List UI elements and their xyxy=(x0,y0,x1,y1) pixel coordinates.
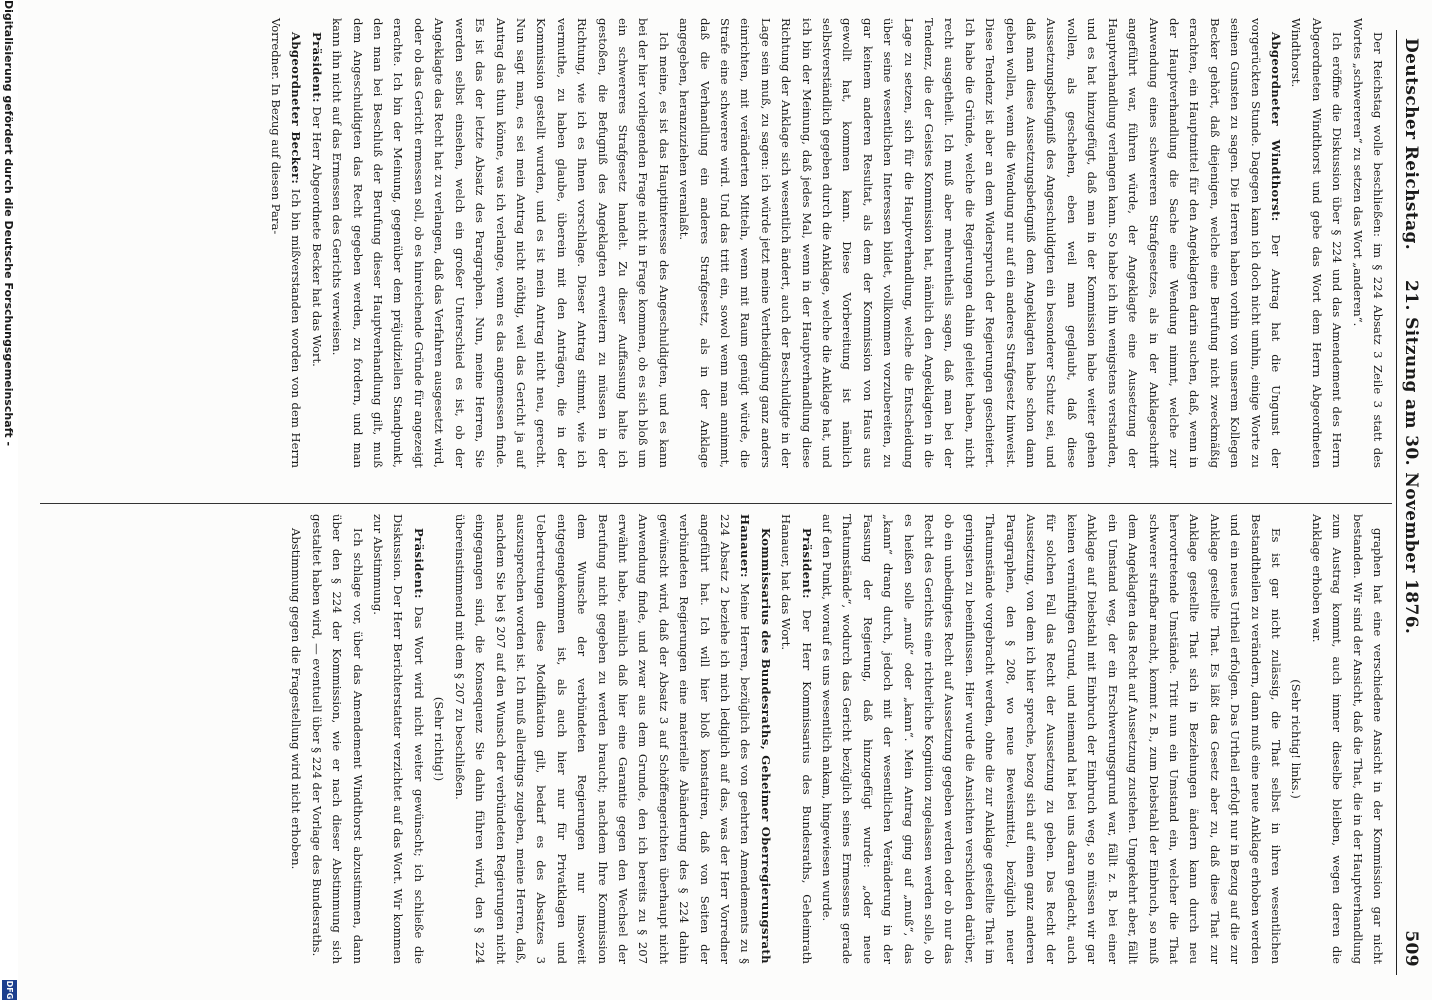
paragraph-text: Der Herr Kommissarius des Bundesraths, Geheimrath Hanauer, hat das Wort. xyxy=(779,514,814,964)
paragraph xyxy=(449,514,776,964)
paragraph xyxy=(368,514,429,964)
paragraph-text: Es ist gar nicht zulässig, die That selbst in ihren wesentlichen Bestandtheilen zu verändern, dann muß eine neue Anklage erhoben werden und ein neues Urtheil erfolgen. Das Urtheil erfolgt nur in Bezug auf die zur Anklage gestellte That. Es läßt das Gesetz aber zu, daß diese That zur Anklage gestellte That sich in Beziehungen ändern kann durch neu hervortretende Umstände. Tritt nun ein Umstand ein, welcher die That schwerer strafbar macht, kommt z. B., zum Diebstahl der Einbruch, so muß dem Angeklagten das Recht auf Aussetzung zustehen. Umgekehrt aber, fällt ein Umstand weg, der ein Erschwerungsgrund war, fällt z. B. bei einer Anklage auf Diebstahl mit Einbruch der Einbruch weg, so müssen wir gar keinen vernünftigen Grund, und niemand hat bei uns daran gedacht, auch für solchen Fall das Recht der Aussetzung zu geben. Das Recht der Aussetzung, von dem ich hier spreche, bezog sich auf einen ganz anderen Paragraphen, den § 208, wo neue Beweismittel, bezüglich neuer Thatumstände vorgebracht werden, ohne die zur Anklage gestellte That im geringsten zu beeinflussen. Hier wurde die Ansichten verschieden darüber, ob ein unbedingtes Recht auf Aussetzung gegeben werden oder ob nur das Recht des Gerichts eine richterliche Kognition zugelassen werden solle, ob es heißen solle „muß“ oder „kann“. Mein Antrag ging auf „muß“, das „kann“ drang durch, jedoch mit der wesentlichen Veränderung in der Fassung der Regierung, daß hinzugefügt wurde: „oder neue Thatumstände“, wodurch das Gericht bezüglich seines Ermessens gerade auf den Punkt, worauf es uns wesentlich ankam, hingewiesen wurde. xyxy=(820,514,1283,964)
paragraph-text: Der Herr Abgeordnete Becker hat das Wort. xyxy=(309,106,324,367)
speaker-name: Präsident: xyxy=(411,528,426,599)
paragraph-text: Abstimmung gegen die Fragestellung wird nicht erhoben. xyxy=(289,528,304,870)
paragraph xyxy=(674,18,1286,468)
paragraph-text: Ich meine, es ist das Hauptinteresse des Angeschuldigten, und es kann bei der hier vorliegenden Frage nicht in Frage kommen, ob es sich bloß um ein schwereres Strafgesetz handelt. Zu dieser Auffassung halte ich gestoßen, die Befugniß des Angeklagten erweitern zu müssen in der Richtung, wie ich es Ihnen vorschlage. Dieser Antrag stimmt, wie ich vermuthe, zu haben glaube, überein mit den Anträgen, die in der Kommission gestellt wurden, und es ist mein Antrag nicht neu, gerecht. Nun sagt man, es sei mein Antrag nicht nöthig, weil das Gericht ja auf Antrag das thun könne, was ich verlange, wenn es das angemessen finde. Es ist das der letzte Absatz des Paragraphen. Nun, meine Herren, Sie werden selbst einsehen, welch ein großer Unterschied es ist, ob der Angeklagte das Recht hat zu verlangen, daß das Verfahren ausgesetzt wird, oder ob das Gericht ermessen soll, ob es hinreichende Gründe für angezeigt erachte. Ich bin der Meinung, gegenüber dem präjudiziellen Standpunkt, den man bei Beschluß der Berufung dieser Hauptverhandlung gilt, muß dem Angeschuldigten das Recht gegeben werden, zu fordern, und man kann ihn nicht auf das Ermessen des Gerichts verweisen. xyxy=(330,18,671,468)
paragraph-text: Meine Herren, bezüglich des von geehrten Amendements zu § 224 Absatz 2 beziehe ich mich lediglich auf das, was der Herr Vorredner angeführt hat. Ich will hier bloß konstatiren, daß von Seiten der verbündeten Regierungen eine materielle Abänderung des § 224 dahin gewünscht wird, daß der Absatz 3 auf Schöffengerichten überhaupt nicht Anwendung finde, und zwar aus dem Grunde, den ich bereits zu § 207 erwähnt habe, nämlich daß hier eine Garantie gegen den Wechsel der Berufung nicht gegeben zu werden braucht; nachdem Ihre Kommission dem Wunsche der verbündeten Regierungen nur insoweit entgegengekommen ist, als auch hier nur für Privatklagen und Uebertretungen diese Modifikation gilt, bedarf es des Absatzes 3 auszusprechen worden ist. Ich muß allerdings zugeben, meine Herren, daß, nachdem Sie bei § 207 auf den Wunsch der verbündeten Regierungen nicht eingegangen sind, die Konsequenz Sie dahin führen wird, den § 224 übereinstimmend mit dem § 207 zu beschließen. xyxy=(452,514,753,965)
paragraph-text: graphen hat eine verschiedene Ansicht in der Kommission gar nicht bestanden. Wir sind der Ansicht, daß die That, die in der Hauptverhandlung zum Austrag kommt, auch immer dieselbe bleiben, wegen deren die Anklage erhoben war. xyxy=(1309,514,1385,964)
speaker-name: Präsident: xyxy=(799,528,814,599)
paragraph-text: Das Wort wird nicht weiter gewünscht; ich schließe die Diskussion. Der Herr Berichterstatter verzichtet auf das Wort. Wir kommen zur Abstimmung. xyxy=(371,514,426,964)
speaker-name: Abgeordneter Becker: xyxy=(289,32,304,185)
paragraph xyxy=(817,514,1286,964)
page-number: 509 xyxy=(1401,930,1421,967)
paragraph xyxy=(306,514,367,964)
paragraph xyxy=(429,514,449,964)
paragraph-text: (Sehr richtig! links.) xyxy=(1289,679,1304,799)
paragraph-text: Der Antrag hat die Ungunst der vorgerückten Stunde. Dagegen kann ich doch nicht umhin, einige Worte zu seinen Gunsten zu sagen. Die Herren haben vorhin von unserem Kollegen Becker gehört, daß diejenigen, welche eine Berufung nicht zweckmäßig erachten, ein Hauptmittel für den Angeklagten darin suchen, daß, wenn in der Hauptverhandlung die Sache eine Wendung nimmt, welche zur Anwendung eines schwereren Strafgesetzes, als in der Anklageschrift angeführt war, führen würde, der Angeklagte eine Aussetzung der Hauptverhandlung verlangen kann. So habe ich ihn wenigstens verstanden, und es hat hinzugefügt, daß man in der Kommission habe weiter gehen wollen, als geschehen, eben weil man geglaubt, daß diese Aussetzungsbefugniß des Angeschuldigten ein besonderer Schutz sei, und daß man diese Aussetzungsbefugniß dem Angeklagten habe schon dann geben wollen, wenn die Wendung nur auf ein anderes Strafgesetz hinweist. Diese Tendenz ist aber an dem Widerspruch der Regierungen gescheitert. Ich habe die Gründe, welche die Regierungen dahin geleitet haben, nicht recht ausgetheilt. Ich muß aber mehrentheils sagen, daß man bei der Tendenz, die der Geistes Kommission hat, nämlich den Angeklagten in die Lage zu setzen, sich für die Hauptverhandlung, welche die Entscheidung über seine wesentlichen Interessen bildet, vollkommen vorzubereiten, zu gar keinem anderen Resultat, als dem der Kommission von Haus aus gewollt hat, kommen kann. Diese Vorbereitung ist nämlich selbstverständlich gegeben durch die Anklage, welche die Anklage hat, und ich bin der Meinung, daß jedes Mal, wenn in der Hauptverhandlung diese Richtung der Anklage sich wesentlich ändert, auch der Beschuldigte in der Lage sein muß, zu sagen: ich würde jetzt meine Vertheidigung ganz anders einrichten, mit veränderten Mitteln, wenn mit Raum genügt würde, die Strafe eine schwerere wird. Und das tritt ein, sowol wenn man annimmt, daß die Verhandlung ein anderes Strafgesetz, als in der Anklage angegeben, heranzuziehen veranlaßt. xyxy=(677,18,1283,469)
paragraph-text: Ich bin mißverstanden worden von dem Herrn Vorredner. In Bezug auf diesen Para- xyxy=(269,18,304,469)
column-divider xyxy=(40,503,1392,504)
dfg-logo: DFG xyxy=(2,980,17,1000)
paragraph-text: Ich eröffne die Diskussion über § 224 und das Amendement des Herrn Abgeordneten Windthorst und gebe das Wort dem Herrn Abgeordneten Windthorst. xyxy=(1289,18,1345,468)
paragraph xyxy=(327,18,674,468)
paragraph xyxy=(286,514,306,964)
speaker-name: Präsident: xyxy=(309,32,324,103)
paragraph xyxy=(1286,18,1347,468)
header-left: Deutscher Reichstag. xyxy=(1401,38,1421,251)
paragraph-text: Der Reichstag wolle beschließen: im § 224 Absatz 3 Zeile 3 statt des Wortes „schwereren“ zu setzen das Wort „anderen“. xyxy=(1350,18,1385,468)
footer-bar xyxy=(0,0,18,1000)
left-column xyxy=(266,18,1388,468)
page-header xyxy=(1396,30,1423,975)
speaker-name: Kommissarius des Bundesraths, Geheimer Oberregierungsrath Hanauer: xyxy=(738,514,773,964)
right-column xyxy=(286,514,1388,964)
paragraph xyxy=(266,18,307,468)
header-session: 21. Sitzung am 30. November 1876. xyxy=(1401,280,1421,635)
footer-credit: Digitalisierung gefördert durch die Deutsche Forschungsgemeinschaft - xyxy=(2,0,15,447)
paragraph xyxy=(306,18,326,468)
paragraph-text: Ich schlage vor, über das Amendement Windthorst abzustimmen, dann über den § 224 der Kommission, wie er nach dieser Abstimmung sich gestaltet haben wird, — eventuell über § 224 der Vorlage des Bundesraths. xyxy=(309,514,365,964)
paragraph xyxy=(1306,514,1388,964)
paragraph-text: (Sehr richtig!) xyxy=(432,696,447,782)
paragraph xyxy=(1286,514,1306,964)
paragraph xyxy=(1347,18,1388,468)
speaker-name: Abgeordneter Windthorst: xyxy=(1268,32,1283,222)
paragraph xyxy=(776,514,817,964)
